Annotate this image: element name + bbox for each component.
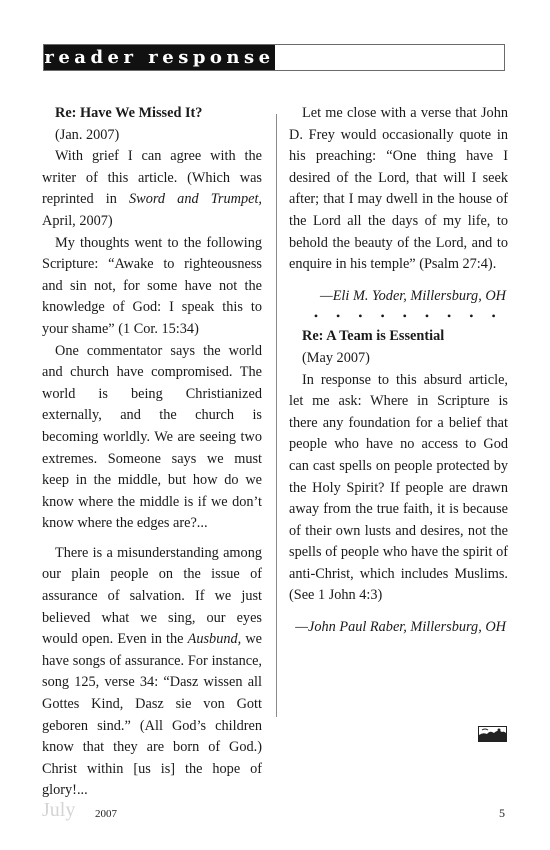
page-number: 5: [499, 806, 505, 820]
letter1-para4-a: There is a misunderstanding among our plain people on the issue of assurance of salvation. If we just believed what we sing, our eyes would open. Even in the: [42, 544, 262, 648]
letter1-hymnal: Ausbund,: [187, 631, 242, 648]
letter1-heading: Re: Have We Missed It?: [55, 105, 203, 121]
letter1-para1: [42, 146, 262, 232]
footer-year: 2007: [95, 808, 117, 820]
letter1-issue: (Jan. 2007): [55, 126, 120, 143]
letter1-para1-a: With grief I can agree with the writer of this article. (Which was reprinted in: [42, 148, 262, 208]
letter2-heading: Re: A Team is Essential: [302, 328, 445, 345]
landscape-logo-icon: [478, 726, 507, 742]
letter2-signature: —John Paul Raber, Millersburg, OH: [295, 619, 506, 636]
column-right: [289, 103, 508, 639]
letter2-para1: In response to this absurd article, let me ask: Where in Scripture is there any foundation for a belief that people who have no access to God can cast spells on people protected by the Holy Spirit? If people are drawn away from the true faith, it is because of their own lusts and desires, not the spells of people who have the spirit of anti-Christ, which includes Muslims. (See 1 John 4:3): [289, 371, 508, 604]
footer-month: July: [42, 799, 76, 821]
letter1-para3: One commentator says the world and church have compromised. The world is being Christianized externally, and the church is becoming worldly. We are seeing two extremes. Someone says we must keep in the middle, but how do we know where the middle is if we don’t know where the edges are?...: [42, 342, 262, 532]
letter1-para1-b: April, 2007): [42, 212, 113, 229]
dot-separator: • • • • • • • • •: [313, 309, 504, 324]
letter1-para4: [42, 543, 262, 802]
letter1-para4-b: we have songs of assurance. For instance, song 125, verse 34: “Dasz wissen all Gottes Kind, Dasz sie von Gott geboren sind.” (All God’s children know that they are born of God.) Christ within [us is] the hope of glory!...: [42, 631, 262, 799]
letter1-para2: My thoughts went to the following Scripture: “Awake to righteousness and sin not, for some have not the knowledge of God: I speak this to your shame” (1 Cor. 15:34): [42, 234, 262, 337]
letter1-para5: Let me close with a verse that John D. Frey would occasionally quote in his preaching: “One thing have I desired of the Lord, that will I seek after; that I may dwell in the house of the Lord all the days of my life, to behold the beauty of the Lord, and to enquire in his temple” (Psalm 27:4).: [289, 105, 508, 273]
letter2-issue: (May 2007): [302, 349, 370, 366]
column-left: [42, 103, 262, 802]
letter1-signature: —Eli M. Yoder, Millersburg, OH: [319, 287, 506, 304]
section-title: reader response: [44, 47, 275, 68]
letter1-publication: Sword and Trumpet,: [129, 191, 262, 208]
column-divider: [276, 114, 277, 717]
section-header: [43, 44, 505, 71]
